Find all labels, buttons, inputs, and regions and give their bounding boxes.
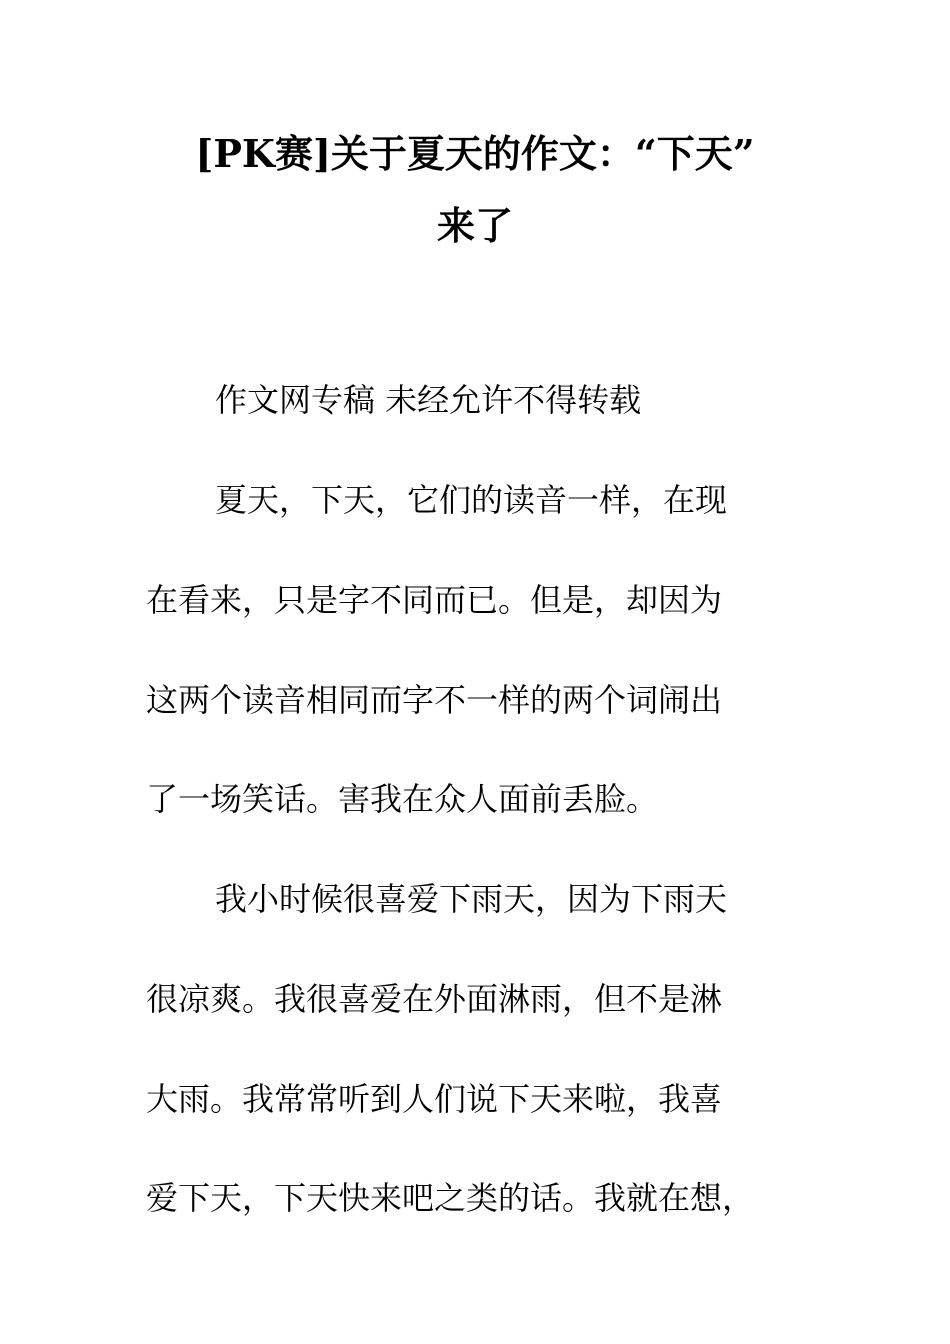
paragraph-1-line-2: 在看来，只是字不同而已。但是，却因为 (146, 581, 723, 619)
title-line-2: 来了 (436, 203, 513, 248)
paragraph-1-line-1: 夏天，下天，它们的读音一样，在现 (215, 481, 728, 519)
paragraph-2-line-3: 大雨。我常常听到人们说下天来啦，我喜 (146, 1080, 723, 1118)
paragraph-2-line-2: 很凉爽。我很喜爱在外面淋雨，但不是淋 (146, 980, 723, 1018)
paragraph-1-line-3: 这两个读音相同而字不一样的两个词闹出 (146, 681, 723, 719)
copyright-notice: 作文网专稿 未经允许不得转载 (215, 381, 642, 419)
title-line-1: [PK赛]关于夏天的作文：“下天” (195, 131, 755, 176)
paragraph-1-line-4: 了一场笑话。害我在众人面前丢脸。 (146, 780, 659, 818)
paragraph-2-line-1: 我小时候很喜爱下雨天，因为下雨天 (215, 880, 728, 918)
paragraph-2-line-4: 爱下天，下天快来吧之类的话。我就在想， (146, 1179, 755, 1217)
document-title (130, 118, 820, 262)
